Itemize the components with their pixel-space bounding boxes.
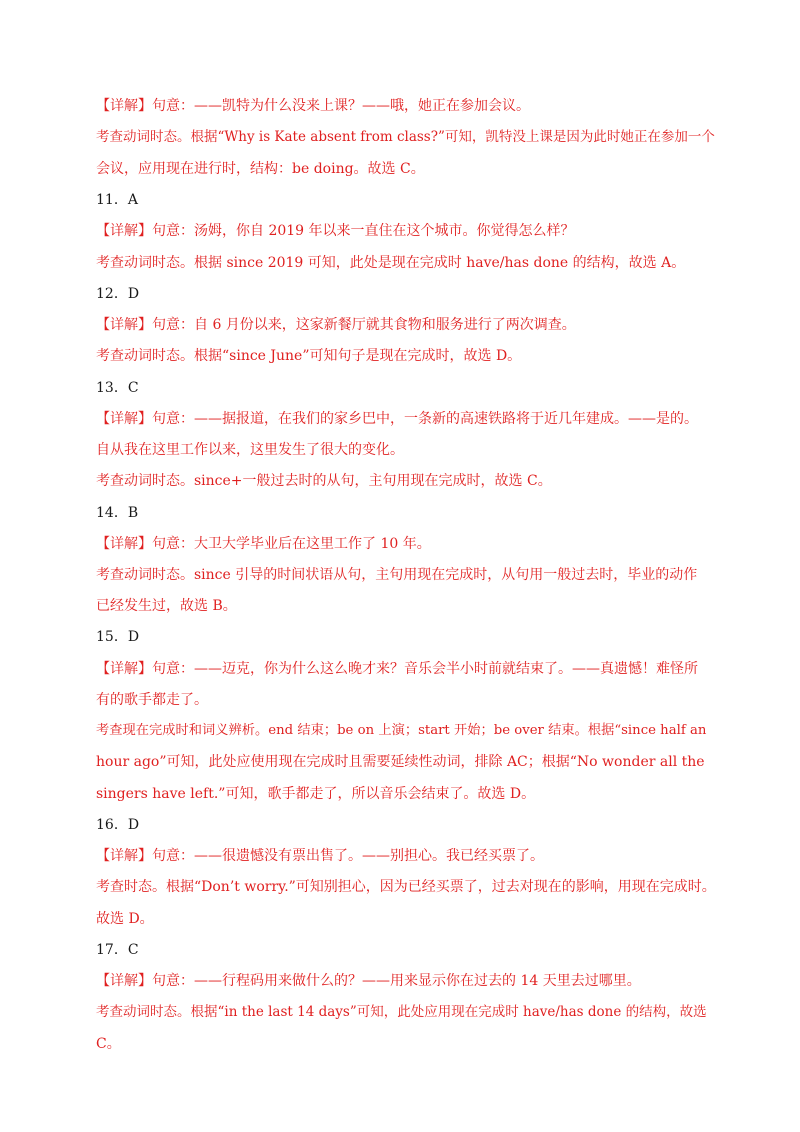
analysis-14-line-2: 已经发生过，故选 B。 xyxy=(96,598,237,614)
analysis-11: 考查动词时态。根据 since 2019 可知，此处是现在完成时 have/has done 的结构，故选 A。 xyxy=(96,255,686,271)
answer-number-16: 16．D xyxy=(96,817,140,833)
answer-detail-16: 【详解】句意：——很遗憾没有票出售了。——别担心。我已经买票了。 xyxy=(96,848,544,864)
answer-number-11: 11．A xyxy=(96,192,138,208)
answer-detail-13-line-1: 【详解】句意：——据报道，在我们的家乡巴中，一条新的高速铁路将于近几年建成。——是的。 xyxy=(96,411,698,427)
analysis-17-line-2: C。 xyxy=(96,1036,121,1052)
answer-detail-17: 【详解】句意：——行程码用来做什么的？——用来显示你在过去的 14 天里去过哪里。 xyxy=(96,973,641,989)
analysis-10-line-2: 会议，应用现在进行时，结构：be doing。故选 C。 xyxy=(96,161,425,177)
answer-detail-11: 【详解】句意：汤姆，你自 2019 年以来一直住在这个城市。你觉得怎么样？ xyxy=(96,223,575,239)
answer-number-17: 17．C xyxy=(96,942,139,958)
analysis-15-line-3: singers have left.”可知，歌手都走了，所以音乐会结束了。故选 D。 xyxy=(96,786,536,802)
answer-number-14: 14．B xyxy=(96,505,139,521)
answer-detail-10: 【详解】句意：——凯特为什么没来上课？——哦，她正在参加会议。 xyxy=(96,98,530,114)
analysis-16-line-2: 故选 D。 xyxy=(96,911,154,927)
analysis-14-line-1: 考查动词时态。since 引导的时间状语从句，主句用现在完成时，从句用一般过去时，毕业的动作 xyxy=(96,567,698,583)
analysis-15-line-1: 考查现在完成时和词义辨析。end 结束；be on 上演；start 开始；be over 结束。根据“since half an xyxy=(96,723,707,738)
answer-detail-14: 【详解】句意：大卫大学毕业后在这里工作了 10 年。 xyxy=(96,536,431,552)
answer-detail-12: 【详解】句意：自 6 月份以来，这家新餐厅就其食物和服务进行了两次调查。 xyxy=(96,317,576,333)
answer-detail-13-line-2: 自从我在这里工作以来，这里发生了很大的变化。 xyxy=(96,442,404,458)
answer-number-12: 12．D xyxy=(96,286,140,302)
analysis-15-line-2: hour ago”可知，此处应使用现在完成时且需要延续性动词，排除 AC；根据“No wonder all the xyxy=(96,754,705,770)
answer-number-13: 13．C xyxy=(96,380,139,396)
analysis-12: 考查动词时态。根据“since June”可知句子是现在完成时，故选 D。 xyxy=(96,348,522,364)
analysis-13: 考查动词时态。since+一般过去时的从句，主句用现在完成时，故选 C。 xyxy=(96,473,552,489)
analysis-16-line-1: 考查时态。根据“Don’t worry.”可知别担心，因为已经买票了，过去对现在的影响，用现在完成时。 xyxy=(96,879,716,895)
answer-detail-15-line-2: 有的歌手都走了。 xyxy=(96,692,208,708)
analysis-10-line-1: 考查动词时态。根据“Why is Kate absent from class?”可知，凯特没上课是因为此时她正在参加一个 xyxy=(96,129,715,145)
answer-number-15: 15．D xyxy=(96,629,140,645)
analysis-17-line-1: 考查动词时态。根据“in the last 14 days”可知，此处应用现在完成时 have/has done 的结构，故选 xyxy=(96,1004,707,1020)
answer-detail-15-line-1: 【详解】句意：——迈克，你为什么这么晚才来？音乐会半小时前就结束了。——真遗憾！难怪所 xyxy=(96,661,698,677)
